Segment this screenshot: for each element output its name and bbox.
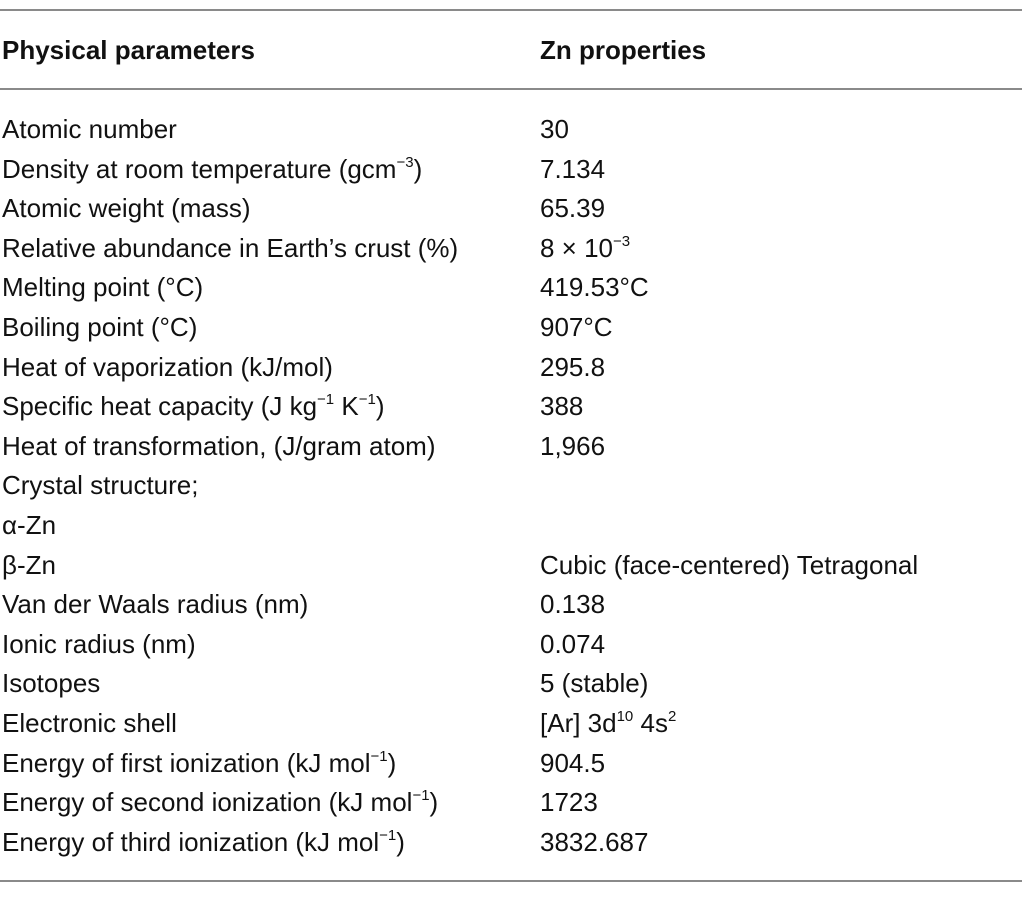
parameter-cell [2,625,196,665]
cell-text: Density at room temperature (gcm [2,153,397,184]
cell-text: Melting point (°C) [2,272,204,303]
cell-text: 1,966 [540,430,606,461]
table-row [0,625,1022,665]
cell-text: 3832.687 [540,826,649,857]
table-row [0,308,1022,348]
table-row [0,189,1022,229]
cell-text: Heat of transformation, (J/gram atom) [2,430,436,461]
property-cell [540,229,630,269]
property-cell [540,110,569,150]
table-row [0,506,1022,546]
cell-text: 5 (stable) [540,668,649,699]
parameter-cell [2,189,251,229]
superscript: −3 [396,153,414,171]
parameter-cell [2,427,435,467]
superscript: 10 [616,707,634,725]
parameter-cell [2,110,177,150]
cell-text: Cubic (face-centered) Tetragonal [540,549,919,580]
property-cell [540,150,605,190]
parameter-cell [2,546,56,586]
table-row [0,783,1022,823]
property-cell [540,189,605,229]
cell-text: Atomic number [2,114,177,144]
table-row [0,348,1022,388]
parameter-cell [2,308,197,348]
property-cell [540,664,648,704]
cell-text: Energy of first ionization (kJ mol [2,747,371,778]
table-row [0,546,1022,586]
cell-text: 1723 [540,787,598,818]
cell-text: 8 × 10 [540,232,614,263]
cell-text: Relative abundance in Earth’s crust (%) [2,232,459,263]
property-cell [540,704,676,744]
parameter-cell [2,783,438,823]
cell-text: Electronic shell [2,707,177,738]
cell-text: 907°C [540,311,613,342]
table-row [0,387,1022,427]
parameter-cell [2,348,333,388]
header-zn-properties: Zn properties [540,35,707,65]
property-cell [540,823,648,863]
cell-text: α-Zn [2,509,57,540]
cell-text: Heat of vaporization (kJ/mol) [2,351,333,382]
cell-text: ) [413,153,423,184]
cell-text: ) [429,787,439,818]
parameter-cell [2,387,385,427]
cell-text: 65.39 [540,193,606,224]
cell-text: ) [387,747,397,778]
table-bottom-rule [0,880,1022,882]
parameter-cell [2,466,199,506]
superscript: −1 [370,747,388,765]
cell-text: Atomic weight (mass) [2,193,251,224]
cell-text: Specific heat capacity (J kg [2,391,318,422]
parameter-cell [2,268,203,308]
property-cell [540,546,918,586]
property-cell [540,585,605,625]
cell-text: 0.074 [540,628,606,659]
parameter-cell [2,823,405,863]
property-cell [540,427,605,467]
cell-text: K [334,391,359,422]
cell-text: Isotopes [2,668,101,699]
cell-text: β-Zn [2,549,56,580]
cell-text: ) [375,391,385,422]
cell-text: Boiling point (°C) [2,311,198,342]
parameter-cell [2,585,308,625]
cell-text: Energy of second ionization (kJ mol [2,787,413,818]
parameter-cell [2,744,396,784]
cell-text: 4s [633,707,668,738]
table-row [0,704,1022,744]
property-cell [540,744,605,784]
cell-text: [Ar] 3d [540,707,617,738]
header-physical-parameters: Physical parameters [2,35,255,65]
property-cell [540,268,649,308]
superscript: 2 [667,707,677,725]
table-row [0,150,1022,190]
superscript: −1 [379,826,397,844]
cell-text: 30 [540,114,569,144]
superscript: −1 [358,391,376,409]
table-row [0,427,1022,467]
table-row [0,744,1022,784]
property-cell [540,387,583,427]
table-row [0,466,1022,506]
cell-text: Crystal structure; [2,470,199,501]
cell-text: 388 [540,391,584,422]
cell-text: Energy of third ionization (kJ mol [2,826,380,857]
cell-text: 419.53°C [540,272,649,303]
property-cell [540,783,598,823]
property-cell [540,348,605,388]
parameter-cell [2,229,458,269]
superscript: −1 [412,787,430,805]
cell-text: Ionic radius (nm) [2,628,196,659]
table-row [0,110,1022,150]
table-top-rule [0,9,1022,11]
table-header-row [0,30,1022,70]
superscript: −1 [317,391,335,409]
table-row [0,229,1022,269]
parameter-cell [2,664,100,704]
cell-text: 7.134 [540,153,606,184]
property-cell [540,625,605,665]
table-body [0,110,1022,862]
cell-text: 0.138 [540,589,606,620]
parameter-cell [2,506,56,546]
table-row [0,585,1022,625]
table-header-rule [0,88,1022,90]
cell-text: ) [396,826,405,857]
cell-text: Van der Waals radius (nm) [2,589,309,620]
superscript: −3 [613,232,631,250]
table-row [0,823,1022,863]
table-row [0,664,1022,704]
table-row [0,268,1022,308]
parameter-cell [2,704,177,744]
cell-text: 904.5 [540,747,606,778]
parameter-cell [2,150,422,190]
property-cell [540,308,613,348]
cell-text: 295.8 [540,351,606,382]
